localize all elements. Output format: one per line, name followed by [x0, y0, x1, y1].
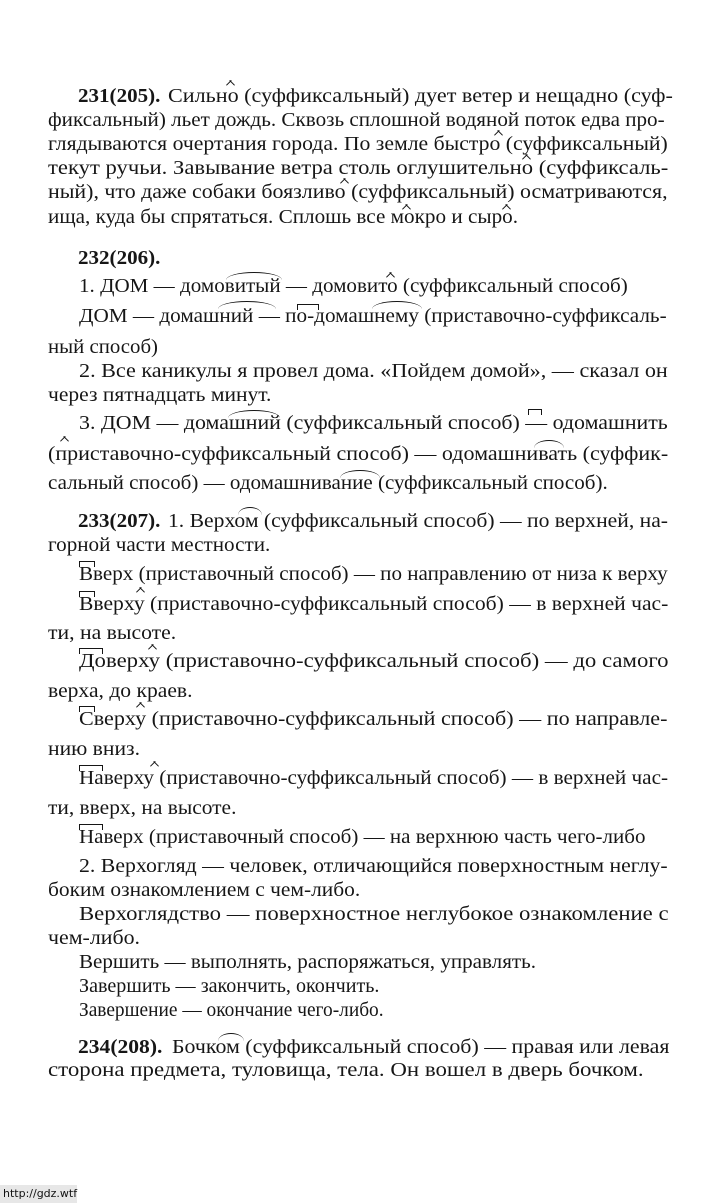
text-line: глядываются очертания города. По земле быстро (суффиксальный) [48, 134, 668, 155]
text-line: сальный способ) — одомашнивание (суффиксальный способ). [48, 473, 608, 494]
text-line: 2. Все каникулы я провел дома. «Пойдем домой», — сказал он [79, 361, 668, 382]
text-line: ища, куда бы спрятаться. Сплошь все мокро и сыро. [48, 207, 519, 228]
text-line: Вверх (приставочный способ) — по направлению от низа к верху [79, 564, 668, 585]
text-line: Сильно (суффиксальный) дует ветер и нещадно (суф- [168, 86, 673, 107]
exercise-number-232: 232(206). [78, 248, 161, 269]
text-line: ДОМ — домашний — по-домашнему (приставочно-суффиксаль- [79, 306, 667, 327]
text-line: 1. Верхом (суффиксальный способ) — по верхней, на- [168, 511, 669, 532]
text-line: через пятнадцать минут. [48, 385, 272, 406]
site-watermark[interactable]: http://gdz.wtf [0, 1185, 77, 1203]
text-line: (приставочно-суффиксальный способ) — одомашнивать (суффик- [48, 444, 669, 465]
text-line: Наверх (приставочный способ) — на верхнюю часть чего-либо [79, 827, 646, 848]
exercise-number-231: 231(205). [78, 86, 161, 107]
text-line: боким ознакомлением с чем-либо. [48, 880, 361, 901]
text-line: Бочком (суффиксальный способ) — правая или левая [172, 1037, 670, 1058]
text-line: ти, на высоте. [48, 623, 177, 644]
text-line: Вершить — выполнять, распоряжаться, управлять. [79, 952, 536, 973]
text-line: Доверху (приставочно-суффиксальный способ) — до самого [79, 651, 669, 672]
exercise-number-233: 233(207). [78, 511, 161, 532]
text-line: 1. ДОМ — домовитый — домовито (суффиксальный способ) [79, 276, 628, 297]
text-line: верха, до краев. [48, 681, 193, 702]
text-line: ти, вверх, на высоте. [48, 798, 237, 819]
text-line: 2. Верхогляд — человек, отличающийся поверхностным неглу- [79, 856, 668, 877]
text-line: Верхоглядство — поверхностное неглубокое ознакомление с [79, 904, 669, 925]
text-line: фиксальный) льет дождь. Сквозь сплошной водяной поток едва про- [48, 110, 665, 131]
text-line: Завершить — закончить, окончить. [79, 976, 380, 997]
text-line: горной части местности. [48, 535, 271, 556]
text-line: нию вниз. [48, 739, 140, 760]
text-line: текут ручьи. Завывание ветра столь оглушительно (суффиксаль- [48, 158, 669, 179]
text-line: Наверху (приставочно-суффиксальный способ) — в верхней час- [79, 768, 669, 789]
text-line: 3. ДОМ — домашний (суффиксальный способ) — одомашнить [79, 413, 668, 434]
text-line: ный), что даже собаки боязливо (суффиксальный) осматриваются, [48, 182, 668, 203]
text-line: Завершение — окончание чего-либо. [79, 1000, 384, 1021]
text-line: Сверху (приставочно-суффиксальный способ) — по направле- [79, 709, 668, 730]
text-line: сторона предмета, туловища, тела. Он вошел в дверь бочком. [48, 1060, 644, 1081]
text-line: ный способ) [48, 337, 158, 358]
text-line: Вверху (приставочно-суффиксальный способ) — в верхней час- [79, 594, 669, 615]
text-line: чем-либо. [48, 928, 141, 949]
exercise-number-234: 234(208). [78, 1037, 163, 1058]
